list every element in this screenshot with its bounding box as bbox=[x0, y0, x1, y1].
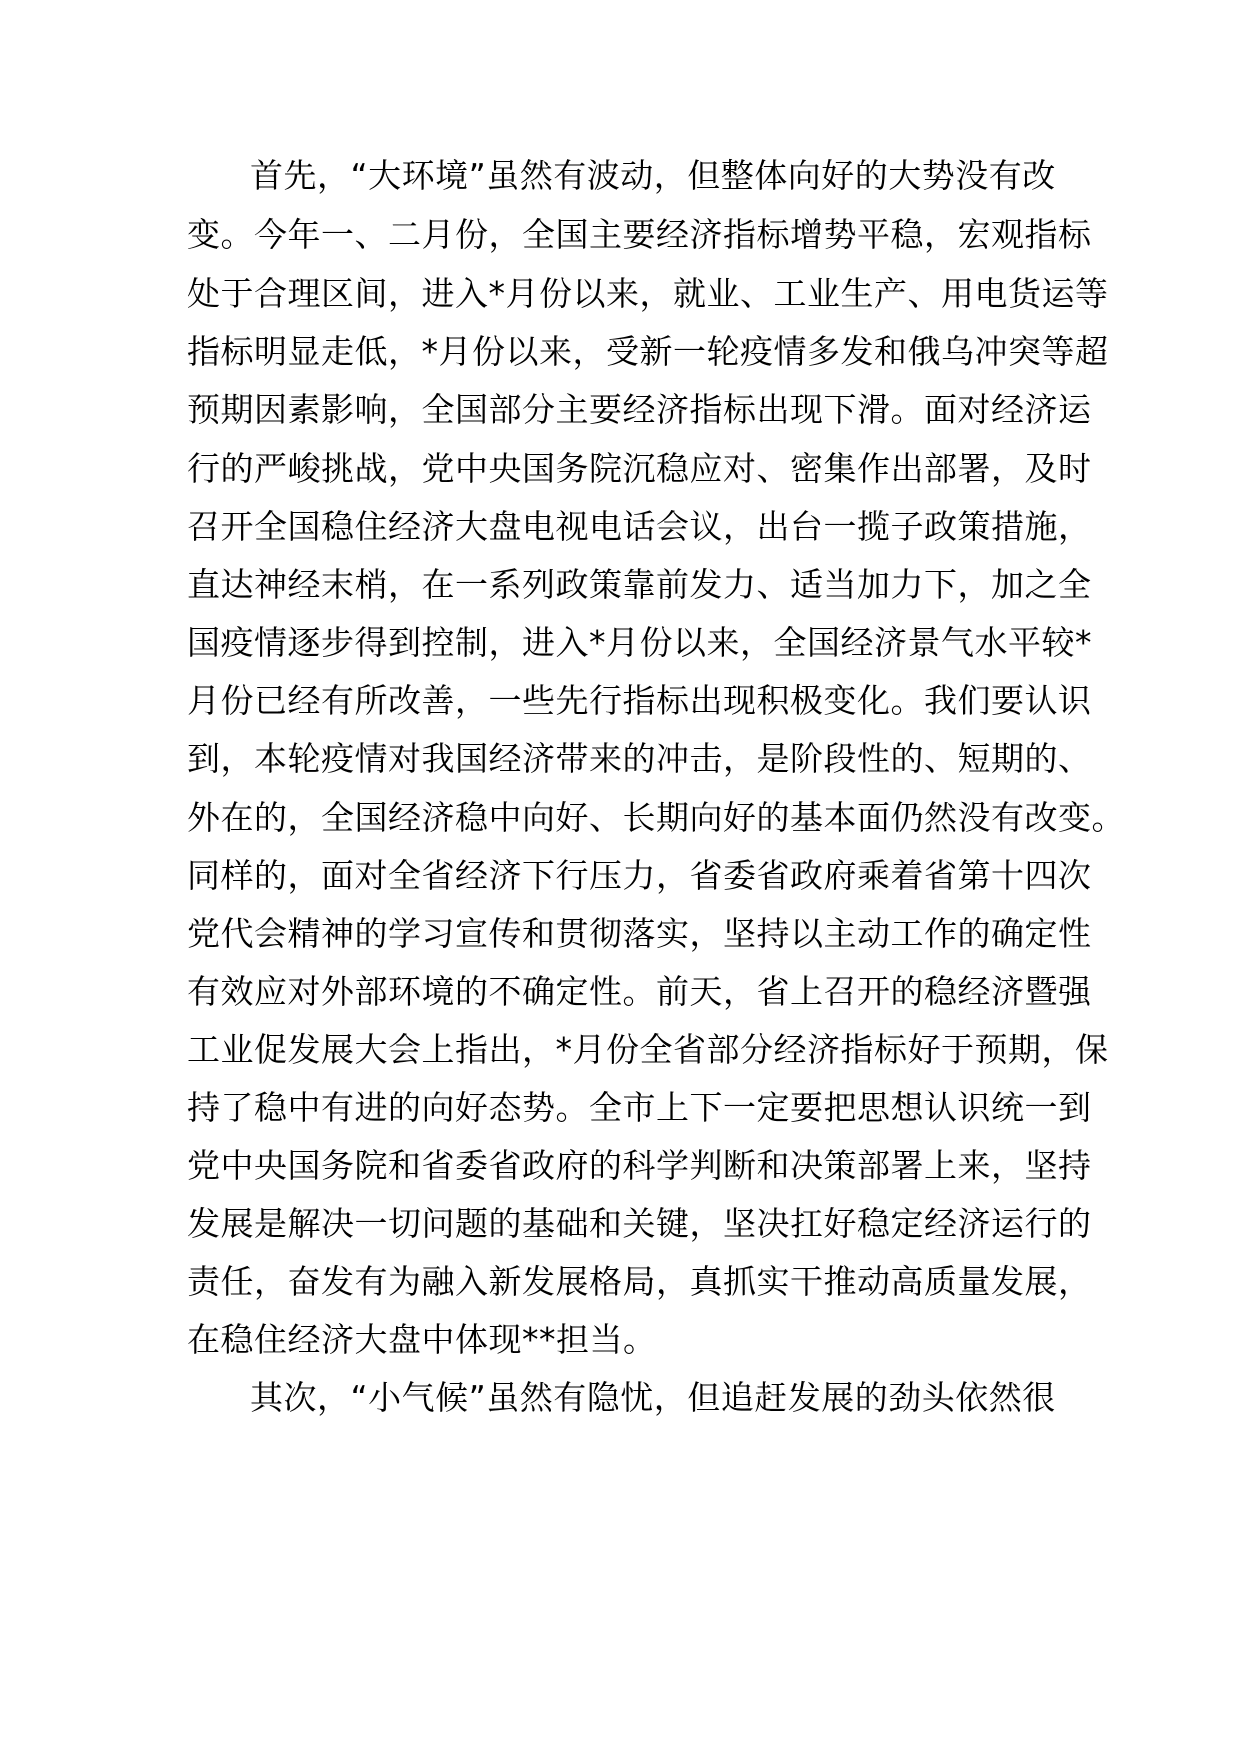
paragraph-1-line-4: 指标明显走低，*月份以来，受新一轮疫情多发和俄乌冲突等超 bbox=[187, 332, 1109, 371]
paragraph-1-line-1: 首先，“大环境”虽然有波动，但整体向好的大势没有改 bbox=[250, 156, 1056, 195]
paragraph-1-line-2: 变。今年一、二月份，全国主要经济指标增势平稳，宏观指标 bbox=[187, 215, 1092, 254]
paragraph-1-line-12: 外在的，全国经济稳中向好、长期向好的基本面仍然没有改变。 bbox=[187, 798, 1125, 837]
paragraph-1-line-5: 预期因素影响，全国部分主要经济指标出现下滑。面对经济运 bbox=[187, 390, 1092, 429]
paragraph-1-line-20: 责任，奋发有为融入新发展格局，真抓实干推动高质量发展， bbox=[187, 1262, 1092, 1301]
paragraph-1-line-21: 在稳住经济大盘中体现**担当。 bbox=[187, 1320, 657, 1359]
paragraph-1-line-17: 持了稳中有进的向好态势。全市上下一定要把思想认识统一到 bbox=[187, 1088, 1092, 1127]
paragraph-1-line-9: 国疫情逐步得到控制，进入*月份以来，全国经济景气水平较* bbox=[187, 623, 1092, 662]
paragraph-1-line-16: 工业促发展大会上指出，*月份全省部分经济指标好于预期，保 bbox=[187, 1030, 1109, 1069]
paragraph-1-line-18: 党中央国务院和省委省政府的科学判断和决策部署上来，坚持 bbox=[187, 1146, 1092, 1185]
paragraph-2-line-1: 其次，“小气候”虽然有隐忧，但追赶发展的劲头依然很 bbox=[250, 1378, 1056, 1417]
paragraph-1-line-8: 直达神经末梢，在一系列政策靠前发力、适当加力下，加之全 bbox=[187, 565, 1092, 604]
paragraph-1-line-3: 处于合理区间，进入*月份以来，就业、工业生产、用电货运等 bbox=[187, 274, 1109, 313]
paragraph-1-line-11: 到，本轮疫情对我国经济带来的冲击，是阶段性的、短期的、 bbox=[187, 739, 1092, 778]
paragraph-1-line-15: 有效应对外部环境的不确定性。前天，省上召开的稳经济暨强 bbox=[187, 972, 1092, 1011]
paragraph-1-line-7: 召开全国稳住经济大盘电视电话会议，出台一揽子政策措施， bbox=[187, 507, 1092, 546]
paragraph-1-line-13: 同样的，面对全省经济下行压力，省委省政府乘着省第十四次 bbox=[187, 856, 1092, 895]
paragraph-1-line-10: 月份已经有所改善，一些先行指标出现积极变化。我们要认识 bbox=[187, 681, 1092, 720]
paragraph-1-line-6: 行的严峻挑战，党中央国务院沉稳应对、密集作出部署，及时 bbox=[187, 449, 1092, 488]
paragraph-1-line-19: 发展是解决一切问题的基础和关键，坚决扛好稳定经济运行的 bbox=[187, 1204, 1092, 1243]
paragraph-1-line-14: 党代会精神的学习宣传和贯彻落实，坚持以主动工作的确定性 bbox=[187, 914, 1092, 953]
